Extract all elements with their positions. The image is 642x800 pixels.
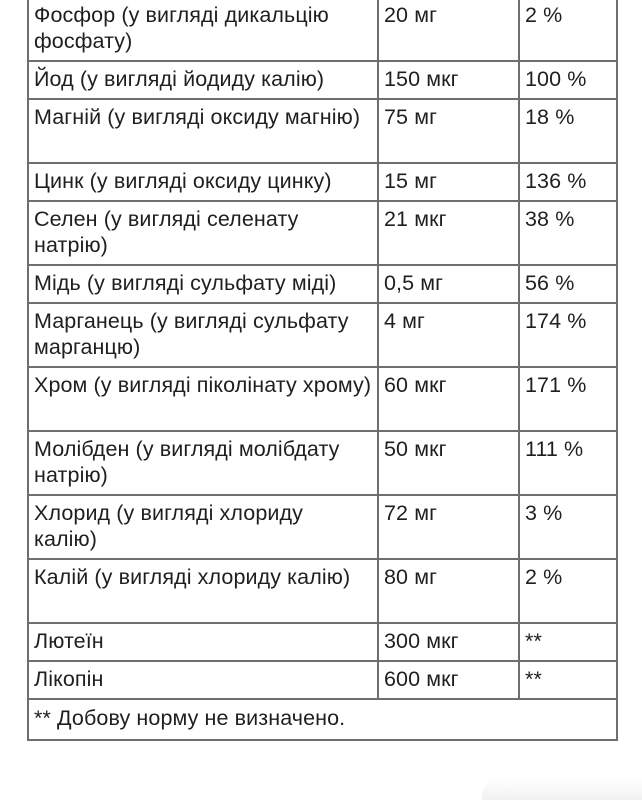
nutrient-percent-cell: 3 % [519,495,617,559]
table-row [28,495,617,559]
nutrient-percent-cell: 38 % [519,201,617,265]
nutrient-amount-cell: 50 мкг [378,431,519,495]
table-row [28,367,617,431]
table-row [28,201,617,265]
table-row [28,0,617,61]
nutrition-table [27,0,618,741]
nutrient-amount-cell: 150 мкг [378,61,519,99]
nutrient-name-cell: Калій (у вигляді хлориду калію) [28,559,378,623]
nutrient-percent-cell: 174 % [519,303,617,367]
nutrient-name-cell: Мідь (у вигляді сульфату міді) [28,265,378,303]
nutrient-amount-cell: 21 мкг [378,201,519,265]
nutrient-name-cell: Марганець (у вигляді сульфату марганцю) [28,303,378,367]
nutrient-percent-cell: 100 % [519,61,617,99]
nutrient-percent-cell: 136 % [519,163,617,201]
nutrient-percent-cell: 111 % [519,431,617,495]
table-row [28,559,617,623]
nutrient-amount-cell: 300 мкг [378,623,519,661]
nutrient-percent-cell: 56 % [519,265,617,303]
nutrient-amount-cell: 80 мг [378,559,519,623]
nutrient-percent-cell: ** [519,623,617,661]
nutrient-amount-cell: 72 мг [378,495,519,559]
nutrient-name-cell: Молібден (у вигляді молібдату натрію) [28,431,378,495]
nutrient-name-cell: Йод (у вигляді йодиду калію) [28,61,378,99]
table-row [28,431,617,495]
nutrient-percent-cell: 18 % [519,99,617,163]
nutrient-percent-cell: 2 % [519,559,617,623]
table-row [28,99,617,163]
footnote-text: ** Добову норму не визначено. [28,699,617,740]
nutrient-amount-cell: 15 мг [378,163,519,201]
nutrition-table-container [27,0,616,741]
nutrient-amount-cell: 0,5 мг [378,265,519,303]
nutrient-name-cell: Лікопін [28,661,378,699]
table-row [28,265,617,303]
table-row [28,623,617,661]
nutrient-percent-cell: ** [519,661,617,699]
table-row [28,661,617,699]
nutrient-amount-cell: 600 мкг [378,661,519,699]
nutrient-percent-cell: 2 % [519,0,617,61]
nutrient-name-cell: Фосфор (у вигляді дикальцію фосфату) [28,0,378,61]
nutrient-amount-cell: 60 мкг [378,367,519,431]
nutrient-name-cell: Лютеїн [28,623,378,661]
nutrient-percent-cell: 171 % [519,367,617,431]
nutrient-name-cell: Хлорид (у вигляді хлориду калію) [28,495,378,559]
nutrient-name-cell: Хром (у вигляді піколінату хрому) [28,367,378,431]
footnote-row [28,699,617,740]
nutrition-table-body [28,0,617,740]
nutrient-amount-cell: 20 мг [378,0,519,61]
nutrient-amount-cell: 75 мг [378,99,519,163]
table-row [28,61,617,99]
nutrient-name-cell: Селен (у вигляді селенату натрію) [28,201,378,265]
table-row [28,303,617,367]
nutrient-amount-cell: 4 мг [378,303,519,367]
nutrient-name-cell: Цинк (у вигляді оксиду цинку) [28,163,378,201]
bottom-corner-shade [482,778,642,800]
table-row [28,163,617,201]
nutrient-name-cell: Магній (у вигляді оксиду магнію) [28,99,378,163]
